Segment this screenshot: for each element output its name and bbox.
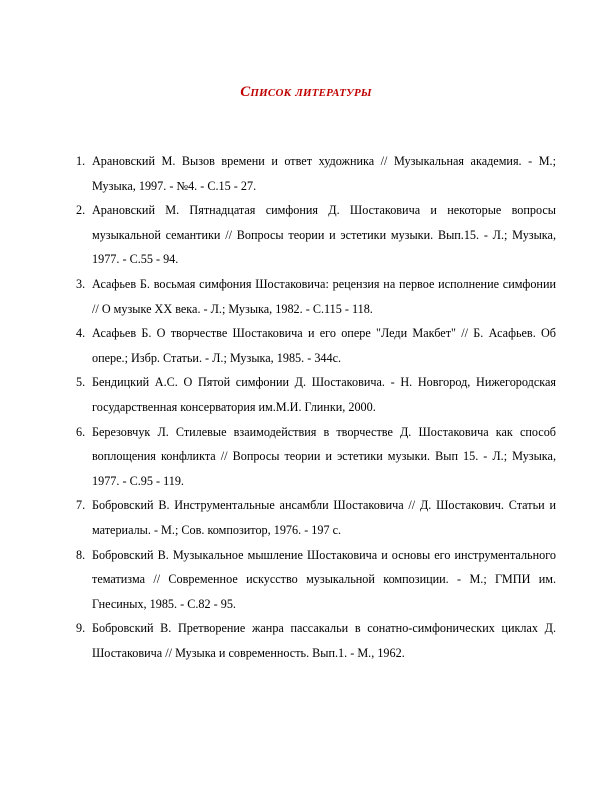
reference-item (76, 420, 556, 494)
reference-number: 2. (76, 203, 86, 218)
reference-number: 5. (76, 375, 86, 390)
reference-item (76, 616, 556, 665)
reference-text: Бобровский В. Инструментальные ансамбли Шостаковича // Д. Шостакович. Статьи и материалы. - М.; Сов. композитор, 1976. - 197 с. (92, 498, 556, 537)
reference-text: Бобровский В. Музыкальное мышление Шостаковича и основы его инструментального тематизма // Современное искусство музыкальной композиции. - М.; ГМПИ им. Гнесиных, 1985. - С.82 - 95. (92, 547, 556, 611)
reference-item (76, 321, 556, 370)
reference-number: 9. (76, 621, 86, 636)
reference-number: 7. (76, 498, 86, 513)
reference-number: 6. (76, 424, 86, 439)
reference-text: Бендицкий А.С. О Пятой симфонии Д. Шостаковича. - Н. Новгород, Нижегородская государственная консерватория им.М.И. Глинки, 2000. (92, 375, 556, 414)
reference-item (76, 149, 556, 198)
reference-text: Бобровский В. Претворение жанра пассакальи в сонатно-симфонических циклах Д. Шостаковича // Музыка и современность. Вып.1. - М., 1962. (92, 621, 556, 660)
reference-text: Арановский М. Вызов времени и ответ художника // Музыкальная академия. - М.; Музыка, 1997. - №4. - С.15 - 27. (92, 154, 556, 193)
reference-text: Асафьев Б. восьмая симфония Шостаковича: рецензия на первое исполнение симфонии // О музыке XX века. - Л.; Музыка, 1982. - С.115 - 118. (92, 276, 556, 316)
reference-item (76, 198, 556, 272)
reference-number: 4. (76, 326, 86, 341)
reference-item (76, 370, 556, 419)
reference-item (76, 543, 556, 617)
reference-text: Березовчук Л. Стилевые взаимодействия в творчестве Д. Шостаковича как способ воплощения конфликта // Вопросы теории и эстетики музыки. Вып 15. - Л.; Музыка, 1977. - С.95 - 119. (92, 424, 556, 488)
reference-text: Арановский М. Пятнадцатая симфония Д. Шостаковича и некоторые вопросы музыкальной семантики // Вопросы теории и эстетики музыки. Вып.15. - Л.; Музыка, 1977. - С.55 - 94. (92, 203, 556, 267)
reference-list (76, 149, 556, 665)
reference-number: 3. (76, 276, 86, 291)
reference-item (76, 493, 556, 542)
reference-number: 1. (76, 154, 86, 168)
reference-number: 8. (76, 547, 86, 562)
page-title: Список литературы (240, 84, 372, 100)
reference-text: Асафьев Б. О творчестве Шостаковича и его опере "Леди Макбет" // Б. Асафьев. Об опере.; Избр. Статьи. - Л.; Музыка, 1985. - 344с. (92, 326, 556, 365)
reference-item (76, 272, 556, 321)
